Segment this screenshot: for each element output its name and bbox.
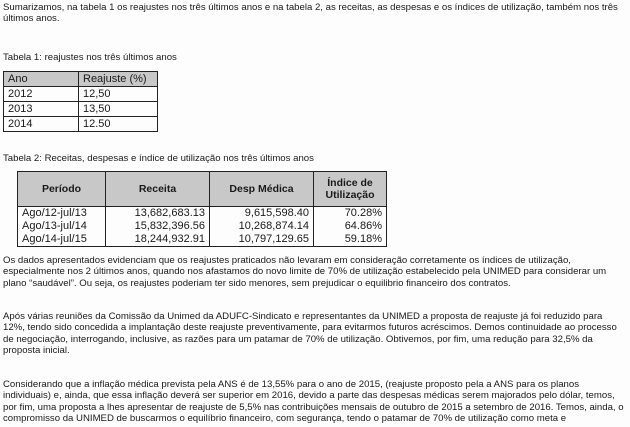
table-row [18,233,387,247]
cell-ano: 2013 [4,102,79,117]
table-reajustes [3,71,158,132]
table-row [4,117,158,132]
table-row [18,220,387,233]
cell-periodo: Ago/14-jul/15 [18,233,106,247]
paragraph-negotiation: Após várias reuniões da Comissão da Unimed da ADUFC-Sindicato e representantes da UNIMED a proposta de reajuste já foi reduzido para 12%, tendo sido concedida a implantação deste reajuste preventivamente, para evitarmos futuros acréscimos. Demos continuidade ao processo de negociação, interrogando, inclusive, as razões para um patamar de 70% de utilização. Obtivemos, por fim, uma redução para 32,5% da proposta inicial. [3,311,617,357]
header-ano: Ano [4,72,79,87]
table-row [4,87,158,102]
paragraph-analysis: Os dados apresentados evidenciam que os reajustes praticados não levaram em consideração corretamente os índices de utilização, especialmente nos 2 últimos anos, quando nos afastamos do novo limite de 70% de utilização estabelecido pela UNIMED para considerar um plano “saudável”. Ou seja, os reajustes poderiam ter sido menores, sem prejudicar o equilibrio financeiro dos contratos. [3,255,607,289]
header-periodo: Período [18,172,106,207]
intro-paragraph: Sumarizamos, na tabela 1 os reajustes nos três últimos anos e na tabela 2, as receitas, as despesas e os índices de utilização, também nos três últimos anos. [3,2,618,25]
table-header-row [4,72,158,87]
cell-indice: 59.18% [314,233,387,247]
cell-indice: 70.28% [314,207,387,221]
cell-ano: 2012 [4,87,79,102]
header-desp-medica: Desp Médica [210,172,314,207]
cell-periodo: Ago/12-jul/13 [18,207,106,221]
cell-reajuste: 12,50 [79,87,158,102]
header-reajuste: Reajuste (%) [79,72,158,87]
table1-caption: Tabela 1: reajustes nos três últimos anos [3,52,177,63]
table2-caption: Tabela 2: Receitas, despesas e índice de utilização nos três últimos anos [3,153,314,164]
table-row [18,207,387,221]
header-indice-utilizacao: Índice de Utilização [314,172,387,207]
cell-ano: 2014 [4,117,79,132]
cell-desp-medica: 10,268,874.14 [210,220,314,233]
table-header-row [18,172,387,207]
cell-receita: 13,682,683.13 [106,207,210,221]
header-receita: Receita [106,172,210,207]
table-receitas-despesas [17,171,387,247]
cell-indice: 64.86% [314,220,387,233]
cell-receita: 18,244,932.91 [106,233,210,247]
paragraph-proposal: Considerando que a inflação médica prevista pela ANS é de 13,55% para o ano de 2015, (reajuste proposto pela a ANS para os planos individuais) e, ainda, que essa inflação deverá ser superior em 2016, devido a parte das despesas médicas serem majorados pelo dólar, temos, por fim, uma proposta a lhes apresentar de reajuste de 5,5% nas contribuições mensais de outubro de 2015 a setembro de 2016. Temos, ainda, o compromisso da UNIMED de buscarmos o equilíbrio financeiro, com segurança, tendo o patamar de 70% de utilização como meta e [3,379,624,425]
cell-receita: 15,832,396.56 [106,220,210,233]
cell-desp-medica: 10,797,129.65 [210,233,314,247]
table-row [4,102,158,117]
cell-periodo: Ago/13-jul/14 [18,220,106,233]
cell-reajuste: 12.50 [79,117,158,132]
cell-desp-medica: 9,615,598.40 [210,207,314,221]
cell-reajuste: 13,50 [79,102,158,117]
